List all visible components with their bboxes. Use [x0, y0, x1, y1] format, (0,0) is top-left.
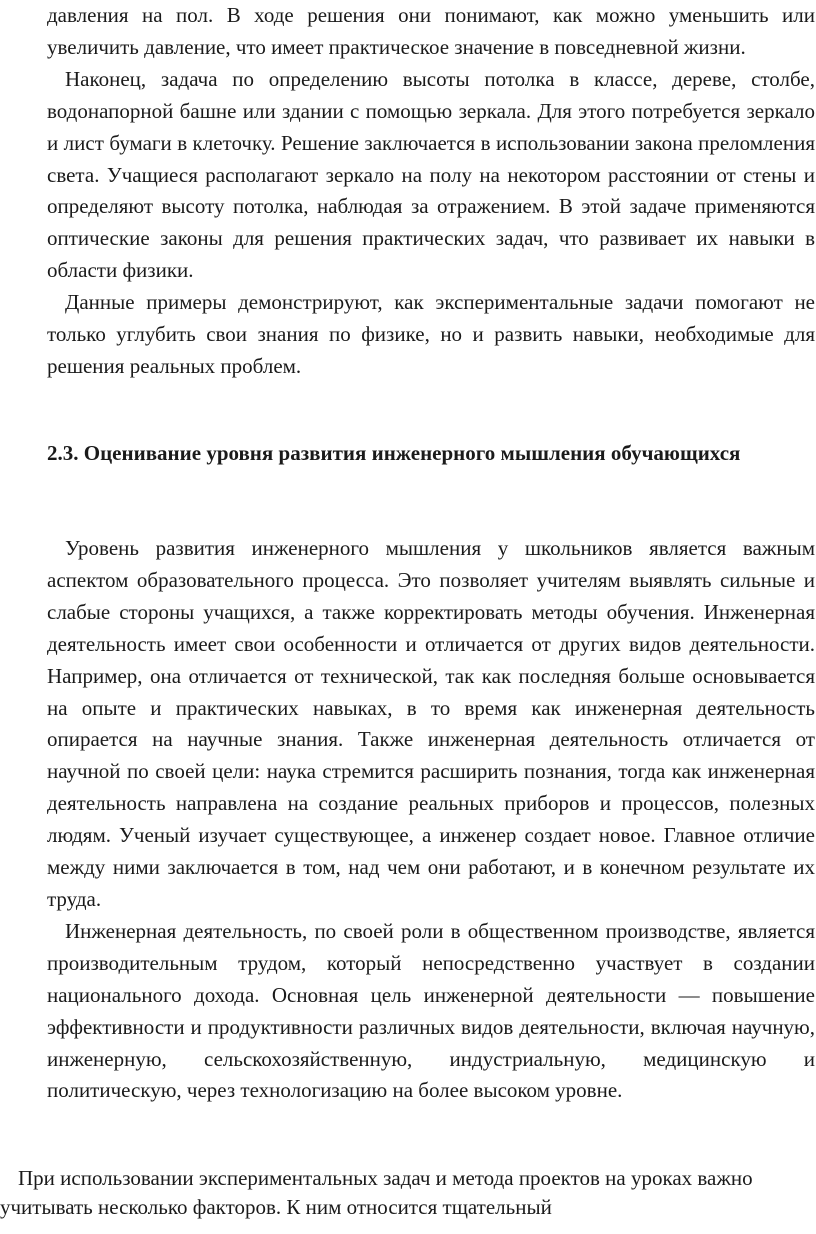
intro-text-block [47, 0, 815, 383]
intro-paragraph-2: Наконец, задача по определению высоты потолка в классе, дереве, столбе, водонапорной башне или здании с помощью зеркала. Для этого потребуется зеркало и лист бумаги в клеточку. Решение заключается в использовании закона преломления света. Учащиеся располагают зеркало на полу на некотором расстоянии от стены и определяют высоту потолка, наблюдая за отражением. В этой задаче применяются оптические законы для решения практических задач, что развивает их навыки в области физики. [47, 66, 815, 283]
section-paragraph-1: Уровень развития инженерного мышления у школьников является важным аспектом образовательного процесса. Это позволяет учителям выявлять сильные и слабые стороны учащихся, а также корректировать методы обучения. Инженерная деятельность имеет свои особенности и отличается от других видов деятельности. Например, она отличается от технической, так как последняя больше основывается на опыте и практических навыках, в то время как инженерная деятельность опирается на научные знания. Также инженерная деятельность отличается от научной по своей цели: наука стремится расширить познания, тогда как инженерная деятельность направлена на создание реальных приборов и процессов, полезных людям. Ученый изучает существующее, а инженер создает новое. Главное отличие между ними заключается в том, над чем они работают, и в конечном результате их труда. [47, 536, 815, 911]
section-heading: 2.3. Оценивание уровня развития инженерного мышления обучающихся [47, 441, 741, 465]
intro-paragraph-1: давления на пол. В ходе решения они понимают, как можно уменьшить или увеличить давление, что имеет практическое значение в повседневной жизни. [47, 3, 815, 59]
tail-text-block [0, 1164, 816, 1222]
section-text-block [47, 533, 815, 1107]
section-paragraph-2: Инженерная деятельность, по своей роли в общественном производстве, является производительным трудом, который непосредственно участвует в создании национального дохода. Основная цель инженерной деятельности — повышение эффективности и продуктивности различных видов деятельности, включая научную, инженерную, сельскохозяйственную, индустриальную, медицинскую и политическую, через технологизацию на более высоком уровне. [47, 918, 815, 1103]
section-heading-block [47, 437, 815, 469]
intro-paragraph-3: Данные примеры демонстрируют, как экспериментальные задачи помогают не только углубить свои знания по физике, но и развить навыки, необходимые для решения реальных проблем. [47, 290, 815, 378]
tail-paragraph-1: При использовании экспериментальных задач и метода проектов на уроках важно учитывать несколько факторов. К ним относится тщательный [0, 1166, 753, 1219]
